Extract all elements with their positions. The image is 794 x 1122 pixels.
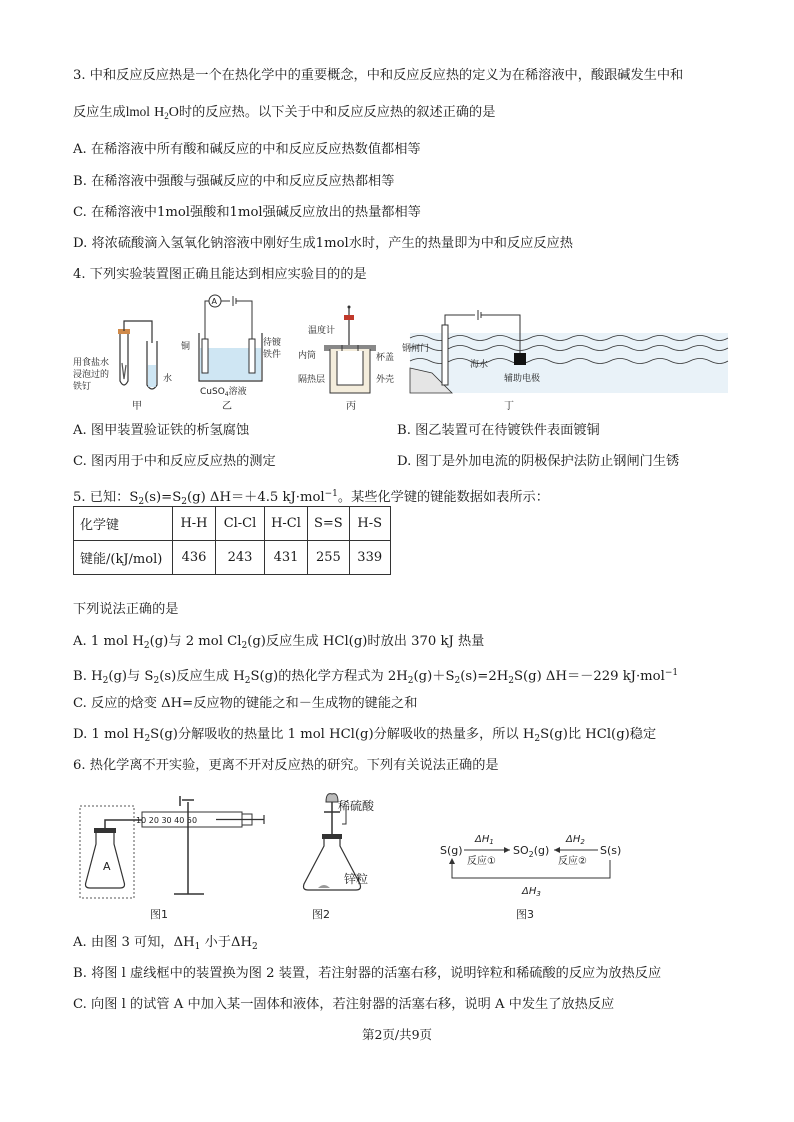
svg-text:图2: 图2 [312, 908, 330, 921]
q6-stem: 6. 热化学离不开实验，更离不开对反应热的研究。下列有关说法正确的是 [73, 758, 499, 773]
table-row [74, 541, 391, 575]
table-cell: 431 [265, 541, 308, 575]
svg-text:锌粒: 锌粒 [344, 872, 369, 886]
table-cell: H-S [349, 507, 390, 541]
svg-text:10 20 30 40 50: 10 20 30 40 50 [136, 816, 198, 825]
svg-text:图3: 图3 [516, 908, 534, 921]
q6-figures [76, 784, 636, 924]
page-footer: 第2页/共9页 [361, 1027, 433, 1042]
q5-after-table: 下列说法正确的是 [73, 602, 179, 617]
svg-text:丁: 丁 [504, 401, 514, 412]
q3-option-c: C. 在稀溶液中1mol强酸和1mol强碱反应放出的热量都相等 [73, 205, 421, 220]
q4-stem: 4. 下列实验装置图正确且能达到相应实验目的的是 [73, 267, 367, 282]
svg-text:ΔH2: $\Delta H_2$ [566, 834, 585, 846]
q3-option-d: D. 将浓硫酸滴入氢氧化钠溶液中刚好生成1mol水时，产生的热量即为中和反应反应热 [73, 236, 573, 251]
table-cell: 键能/(kJ/mol) [74, 541, 173, 575]
svg-text:辅助电极: 辅助电极 [504, 374, 541, 384]
figure-jia [73, 321, 172, 412]
figure-2 [304, 794, 376, 921]
table-cell: 243 [216, 541, 265, 575]
svg-text:待镀: 待镀 [263, 338, 282, 348]
table-cell: H-Cl [265, 507, 308, 541]
svg-text:海水: 海水 [470, 360, 489, 370]
table-cell: H-H [173, 507, 216, 541]
table-cell: 化学键 [74, 507, 173, 541]
figure-ding [402, 310, 728, 412]
figure-bing [298, 306, 394, 413]
table-cell: 255 [308, 541, 350, 575]
svg-text:用食盐水: 用食盐水 [73, 358, 110, 368]
figure-yi [181, 295, 281, 412]
svg-text:ΔH1: $\Delta H_1$ [475, 834, 494, 846]
q6-option-a: A. 由图 3 可知，$\Delta H_1$ 小于$\Delta H_2$ [73, 935, 258, 952]
svg-text:反应②: 反应② [558, 856, 587, 867]
svg-text:S(s): S(s) [600, 844, 622, 857]
q4-option-a: A. 图甲装置验证铁的析氢腐蚀 [73, 423, 250, 438]
svg-text:浸泡过的: 浸泡过的 [73, 370, 110, 380]
svg-text:温度计: 温度计 [308, 326, 336, 336]
q4-figures [72, 293, 732, 415]
table-cell: Cl-Cl [216, 507, 265, 541]
q6-option-c: C. 向图 l 的试管 A 中加入某一固体和液体，若注射器的活塞右移，说明 A 中发生了放热反应 [73, 997, 615, 1012]
q5-option-c: C. 反应的焓变 ΔH=反应物的键能之和－生成物的键能之和 [73, 696, 418, 711]
svg-text:SO2(g): $SO_2(g)$ [513, 844, 550, 859]
q4-option-c: C. 图丙用于中和反应反应热的测定 [73, 454, 276, 469]
q4-option-b: B. 图乙装置可在待镀铁件表面镀铜 [397, 423, 600, 438]
svg-text:甲: 甲 [132, 401, 142, 412]
q4-option-d: D. 图丁是外加电流的阴极保护法防止钢闸门生锈 [397, 454, 680, 469]
svg-text:丙: 丙 [346, 401, 356, 412]
svg-text:杯盖: 杯盖 [376, 353, 395, 363]
table-cell: 436 [173, 541, 216, 575]
svg-text:稀硫酸: 稀硫酸 [338, 799, 375, 813]
svg-text:内筒: 内筒 [298, 351, 317, 361]
svg-text:反应①: 反应① [467, 856, 496, 867]
table-row [74, 507, 391, 541]
svg-text:A: A [211, 297, 217, 306]
svg-text:图1: 图1 [150, 908, 168, 921]
q3-stem-line1: 3. 中和反应反应热是一个在热化学中的重要概念，中和反应反应热的定义为在稀溶液中，酸跟碱发生中和 [73, 68, 684, 83]
svg-text:水: 水 [163, 374, 173, 384]
bond-energy-table [73, 506, 391, 575]
q5-stem: 5. 已知：$S_2(s)=S_2(g)$ ΔH＝＋4.5 kJ·mol$^{-1}$。某些化学键的键能数据如表所示： [73, 489, 549, 507]
svg-text:S(g): S(g) [440, 844, 463, 857]
figure-1 [80, 796, 264, 921]
svg-text:铁钉: 铁钉 [73, 382, 92, 392]
q5-option-b: B. $H_2(g)$与 $S_2(s)$反应生成 $H_2S(g)$的热化学方程式为 $2H_2(g)+S_2(s)=2H_2S(g)$ ΔH＝－229 kJ·mol$^{-1}$ [73, 668, 679, 686]
q3-stem-line2: 反应生成lmol $H_2O$时的反应热。以下关于中和反应反应热的叙述正确的是 [73, 104, 496, 121]
q5-option-d: D. 1 mol $H_2S(g)$分解吸收的热量比 1 mol HCl(g)分解吸收的热量多，所以 $H_2S(g)$比 HCl(g)稳定 [73, 727, 657, 744]
svg-text:A: A [103, 860, 111, 873]
figure-3 [440, 834, 621, 921]
svg-text:铁件: 铁件 [263, 350, 282, 360]
q6-option-b: B. 将图 l 虚线框中的装置换为图 2 装置，若注射器的活塞右移，说明锌粒和稀硫酸的反应为放热反应 [73, 966, 662, 981]
table-cell: S=S [308, 507, 350, 541]
svg-text:钢闸门: 钢闸门 [402, 344, 430, 354]
q3-option-b: B. 在稀溶液中强酸与强碱反应的中和反应反应热都相等 [73, 174, 395, 189]
svg-text:外壳: 外壳 [376, 375, 395, 385]
svg-text:ΔH3: $\Delta H_3$ [522, 886, 541, 898]
svg-text:乙: 乙 [222, 401, 232, 412]
svg-text:隔热层: 隔热层 [298, 375, 326, 385]
svg-text:铜: 铜 [181, 342, 191, 352]
svg-text:CuSO4溶液: CuSO$_4$溶液 [200, 387, 247, 398]
table-cell: 339 [349, 541, 390, 575]
q3-option-a: A. 在稀溶液中所有酸和碱反应的中和反应反应热数值都相等 [73, 142, 421, 157]
q5-option-a: A. 1 mol $H_2(g)$与 2 mol $Cl_2(g)$反应生成 HCl(g)时放出 370 kJ 热量 [73, 634, 485, 651]
